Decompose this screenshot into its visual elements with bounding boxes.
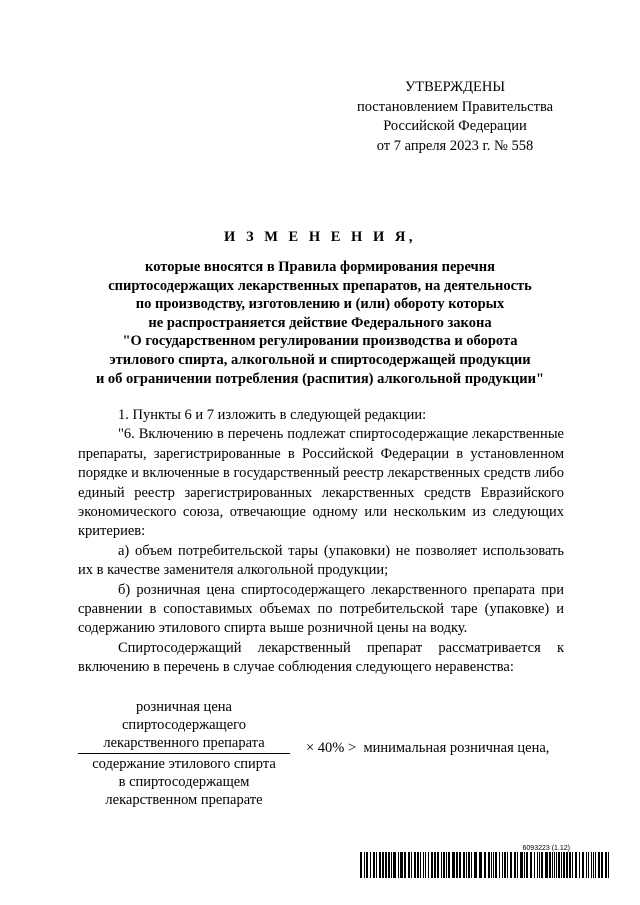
numerator-line: лекарственного препарата — [103, 735, 265, 751]
formula-rhs — [306, 739, 549, 757]
paragraph-1: 1. Пункты 6 и 7 изложить в следующей редакции: — [118, 407, 427, 423]
inequality-formula — [78, 698, 568, 808]
paragraph-5: Спиртосодержащий лекарственный препарат рассматривается к включению в перечень в случае соблюдения следующего неравенства: — [78, 639, 564, 676]
barcode-caption: 6093223 (1.12) — [522, 845, 570, 852]
denominator-line: в спиртосодержащем — [118, 774, 250, 790]
denominator-line: лекарственном препарате — [105, 792, 263, 808]
heading-subtitle — [40, 258, 600, 388]
heading-line: не распространяется действие Федерального закона — [148, 314, 492, 331]
denominator-line: содержание этилового спирта — [92, 756, 276, 772]
heading-title: И З М Е Н Е Н И Я, — [224, 229, 416, 245]
heading-line: спиртосодержащих лекарственных препаратов, на деятельность — [108, 277, 532, 294]
approval-line: постановлением Правительства — [356, 98, 554, 115]
heading-line: "О государственном регулировании производства и оборота — [122, 333, 518, 350]
multiplier: × 40% > — [306, 740, 357, 756]
approval-date: от 7 апреля 2023 г. № 558 — [376, 137, 534, 154]
rhs-text: минимальная розничная цена, — [363, 740, 550, 756]
barcode-image — [360, 852, 612, 878]
heading-line: этилового спирта, алкогольной и спиртосодержащей продукции — [109, 351, 531, 368]
fraction — [78, 698, 290, 809]
fraction-denominator — [78, 755, 290, 809]
document-body — [78, 406, 564, 678]
numerator-line: спиртосодержащего — [122, 717, 246, 733]
paragraph-3: а) объем потребительской тары (упаковки) не позволяет использовать их в качестве заменителя алкогольной продукции; — [78, 542, 564, 579]
paragraph-2: "6. Включению в перечень подлежат спиртосодержащие лекарственные препараты, зарегистрированные в Российской Федерации в установленном порядке и включенные в государственный реестр лекарственных средств либо единый реестр зарегистрированных лекарственных средств Евразийского экономического союза, отвечающие одному или нескольким из следующих критериев: — [78, 426, 564, 540]
heading-line: которые вносятся в Правила формирования перечня — [145, 259, 495, 275]
heading-line: по производству, изготовлению и (или) обороту которых — [135, 296, 505, 313]
approval-block — [300, 78, 610, 156]
paragraph-4: б) розничная цена спиртосодержащего лекарственного препарата при сравнении в сопоставимых объемах по потребительской таре (упаковке) и содержанию этилового спирта выше розничной цены на водку. — [78, 581, 564, 637]
fraction-numerator — [78, 698, 290, 752]
document-heading — [40, 228, 600, 388]
numerator-line: розничная цена — [136, 699, 232, 715]
approval-line: Российской Федерации — [383, 118, 527, 134]
approval-title: УТВЕРЖДЕНЫ — [404, 79, 506, 95]
fraction-bar — [78, 753, 290, 754]
heading-line: и об ограничении потребления (распития) алкогольной продукции" — [95, 370, 545, 387]
